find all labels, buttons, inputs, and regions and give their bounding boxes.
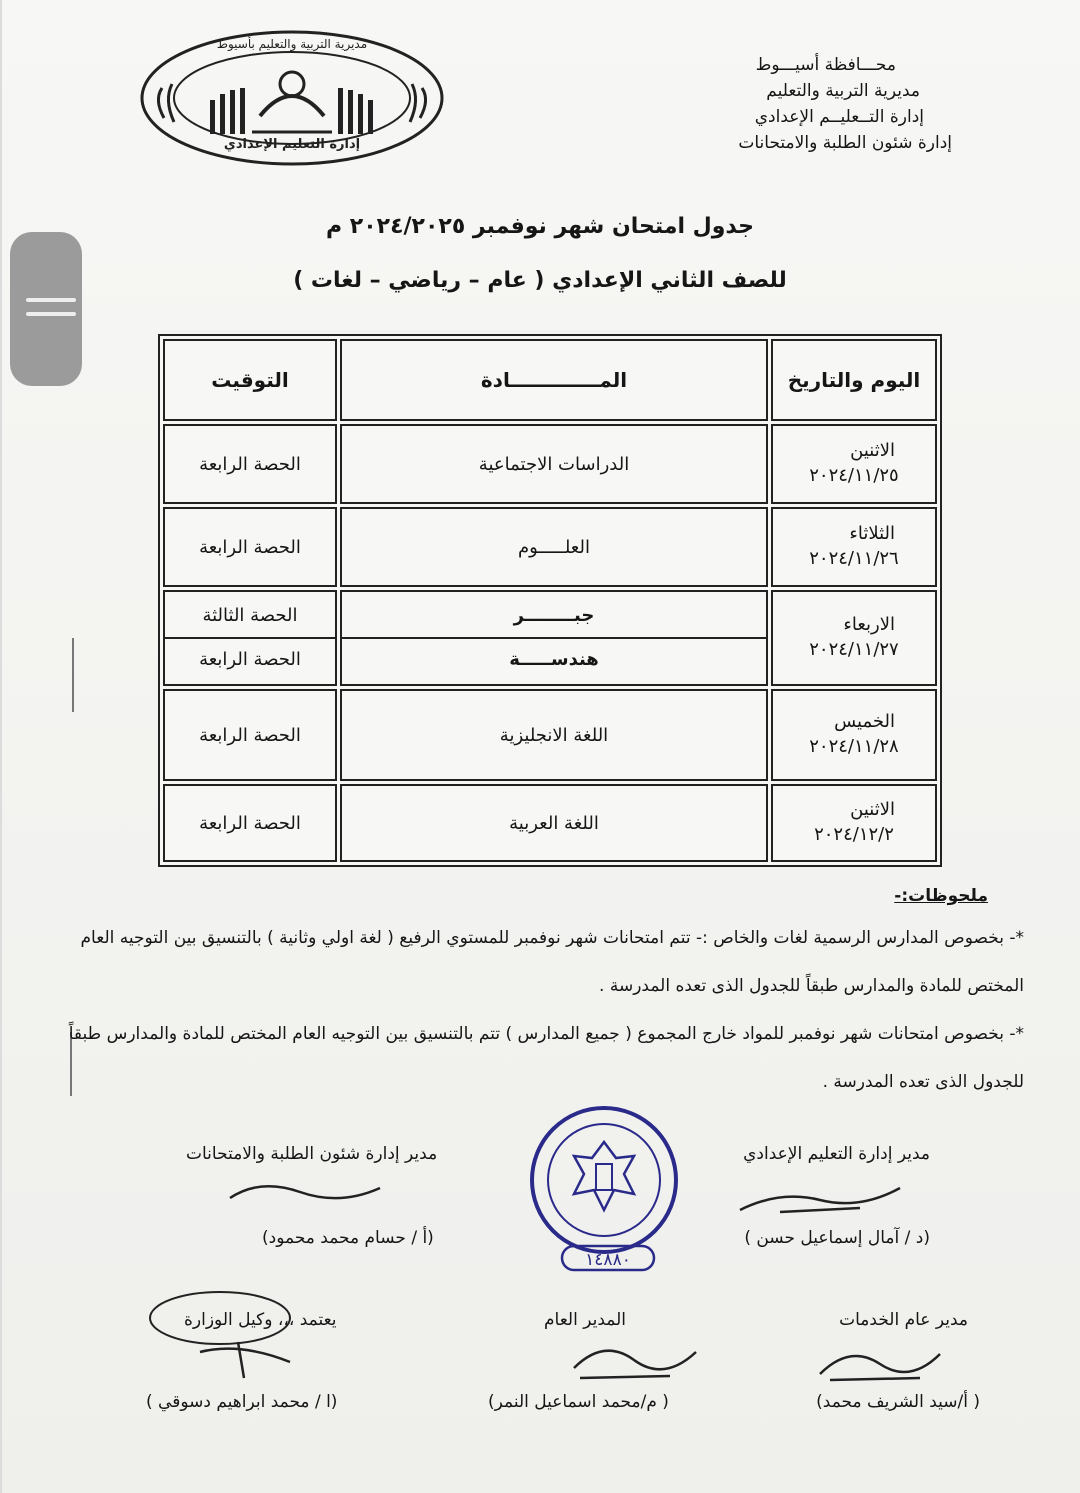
day-name: الاثنين [850, 440, 895, 461]
time-cell: الحصة الرابعة [163, 784, 337, 862]
page-title: جدول امتحان شهر نوفمبر ٢٠٢٤/٢٠٢٥ م [326, 214, 754, 239]
subject-cell: الدراسات الاجتماعية [340, 424, 768, 504]
page-subtitle: للصف الثاني الإعدادي ( عام – رياضي – لغات ) [293, 268, 787, 293]
exam-date: ٢٠٢٤/١١/٢٥ [809, 465, 899, 486]
table-header-row [163, 339, 937, 421]
issuer-header [738, 52, 952, 156]
time-algebra: الحصة الثالثة [202, 605, 298, 626]
header-day: اليوم والتاريخ [771, 339, 937, 421]
administration-line: إدارة التــعليــم الإعدادي [754, 107, 924, 127]
signatory-title: مدير عام الخدمات [839, 1310, 968, 1330]
exam-date: ٢٠٢٤/١١/٢٨ [809, 736, 899, 757]
signatory-title: مدير إدارة شئون الطلبة والامتحانات [186, 1144, 438, 1164]
day-cell [771, 784, 937, 862]
day-name: الخميس [834, 711, 895, 732]
table-row [163, 590, 937, 686]
table-row [163, 689, 937, 781]
subject-cell: اللغة الانجليزية [340, 689, 768, 781]
handwritten-signature-icon [800, 1334, 960, 1390]
day-cell [771, 507, 937, 587]
notes-heading: ملحوظات:- [894, 886, 988, 906]
margin-mark [72, 638, 74, 712]
exam-date: ٢٠٢٤/١١/٢٦ [809, 548, 899, 569]
header-time: التوقيت [163, 339, 337, 421]
exam-date: ٢٠٢٤/١١/٢٧ [809, 639, 899, 660]
day-cell [771, 590, 937, 686]
exam-date: ٢٠٢٤/١٢/٢ [814, 824, 894, 845]
day-name: الاربعاء [843, 614, 895, 635]
table-row [163, 507, 937, 587]
exam-schedule-table [158, 334, 942, 867]
time-cell: الحصة الرابعة [163, 507, 337, 587]
governorate-line: محـــافظة أسيـــوط [755, 55, 896, 75]
directorate-line: مديرية التربية والتعليم [766, 81, 920, 101]
handle-line [26, 312, 76, 316]
signatory-name: ( م/محمد اسماعيل النمر) [488, 1392, 669, 1412]
time-geometry: الحصة الرابعة [199, 649, 301, 670]
handwritten-signature-icon [720, 1170, 920, 1230]
signatory-name: (ا / محمد ابراهيم دسوقي ) [146, 1392, 338, 1412]
directorate-logo-icon [132, 18, 452, 178]
signatory-name: (د / آمال إسماعيل حسن ) [744, 1228, 930, 1248]
handwritten-signature-icon [560, 1330, 710, 1386]
table-row [163, 784, 937, 862]
subject-cell: اللغة العربية [340, 784, 768, 862]
subject-cell: العلـــــوم [340, 507, 768, 587]
signatory-title: يعتمد ،،، وكيل الوزارة [184, 1310, 337, 1330]
subject-geometry: هندســـــة [509, 649, 599, 670]
signatory-name: ( أ/سيد الشريف محمد) [816, 1392, 980, 1412]
official-seal-icon [516, 1098, 692, 1274]
stamp-number: ١٤٨٨٠ [585, 1250, 631, 1270]
drag-handle-icon[interactable] [10, 232, 82, 386]
logo-bottom-text: إدارة التعليم الإعدادي [223, 137, 361, 152]
table-row [163, 424, 937, 504]
exams-office-line: إدارة شئون الطلبة والامتحانات [738, 133, 952, 153]
handle-line [26, 298, 76, 302]
subject-cell-split [340, 590, 768, 686]
handwritten-signature-icon [140, 1282, 310, 1386]
logo-arc-text: مديرية التربية والتعليم بأسيوط [216, 37, 368, 51]
day-name: الاثنين [850, 799, 895, 820]
time-cell-split [163, 590, 337, 686]
day-cell [771, 424, 937, 504]
note-non-graded-subjects: *- بخصوص امتحانات شهر نوفمبر للمواد خارج المجموع ( جميع المدارس ) تتم بالتنسيق بين التوجيه العام المختص للمادة والمدارس طبقاً للجدول الذى تعده المدرسة . [68, 1024, 1024, 1092]
signatory-title: المدير العام [544, 1310, 626, 1330]
note-official-schools: *- بخصوص المدارس الرسمية لغات والخاص :- تتم امتحانات شهر نوفمبر للمستوي الرفيع ( لغة اولي وثانية ) بالتنسيق بين التوجيه العام المختص للمادة والمدارس طبقاً للجدول الذى تعده المدرسة . [80, 928, 1024, 996]
day-cell [771, 689, 937, 781]
subject-algebra: جبــــــــر [513, 605, 595, 626]
time-cell: الحصة الرابعة [163, 689, 337, 781]
day-name: الثلاثاء [849, 523, 895, 544]
handwritten-signature-icon [220, 1168, 390, 1218]
time-cell: الحصة الرابعة [163, 424, 337, 504]
signatory-name: (أ / حسام محمد محمود) [262, 1228, 434, 1248]
signatory-title: مدير إدارة التعليم الإعدادي [743, 1144, 930, 1164]
header-subject: المـــــــــــــادة [340, 339, 768, 421]
